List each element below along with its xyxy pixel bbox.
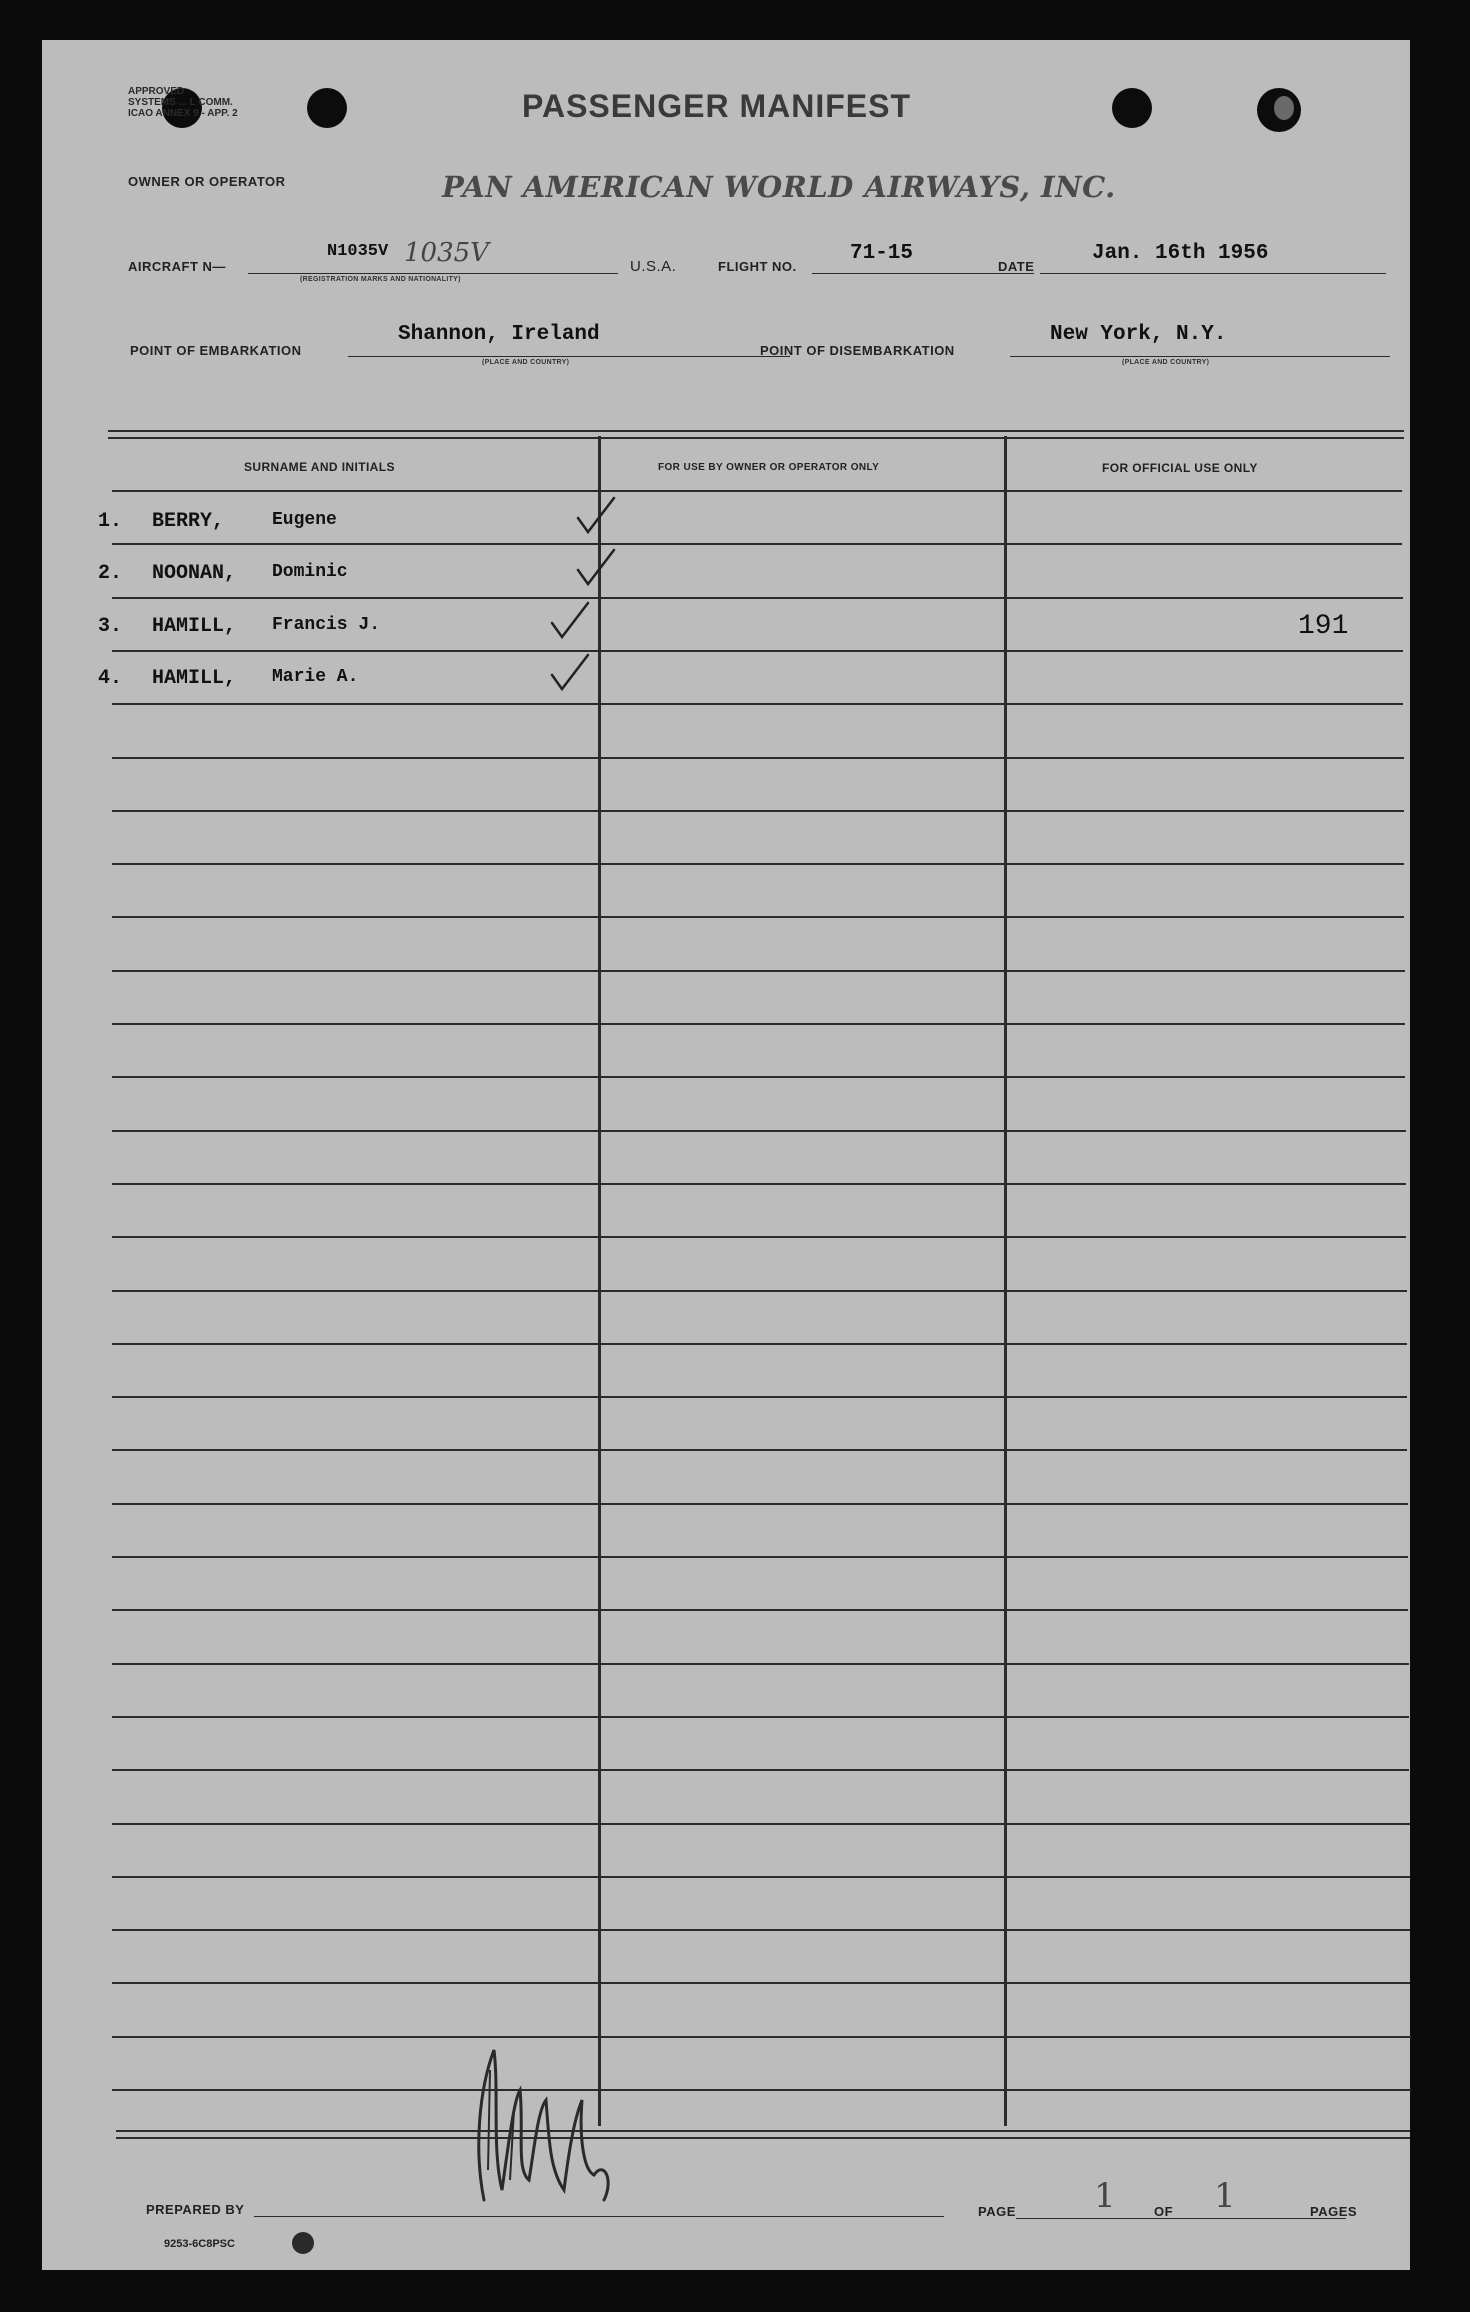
passenger-number: 1. bbox=[98, 510, 123, 533]
table-row-rule bbox=[112, 1663, 1409, 1665]
punch-hole bbox=[307, 88, 347, 128]
passenger-surname: NOONAN, bbox=[152, 562, 237, 585]
owner-label: OWNER OR OPERATOR bbox=[128, 174, 286, 189]
official-use-value: 191 bbox=[1298, 611, 1349, 642]
column-divider-1 bbox=[598, 436, 601, 2126]
table-row-rule bbox=[112, 1290, 1407, 1292]
table-row-rule bbox=[112, 1076, 1405, 1078]
approval-line-3: ICAO ANNEX 9 - APP. 2 bbox=[128, 108, 238, 119]
table-row-rule bbox=[112, 490, 1402, 492]
disembark-label: POINT OF DISEMBARKATION bbox=[760, 343, 955, 358]
table-row-rule bbox=[112, 543, 1402, 545]
page-value: 1 bbox=[1094, 2176, 1116, 2216]
aircraft-underline bbox=[248, 273, 618, 274]
table-row-rule bbox=[112, 1023, 1405, 1025]
of-value: 1 bbox=[1214, 2176, 1236, 2216]
checkmark-icon bbox=[574, 494, 620, 540]
approval-stamp bbox=[128, 86, 238, 119]
table-bottom-rule-2 bbox=[116, 2137, 1410, 2139]
usa-label: U.S.A. bbox=[630, 258, 677, 275]
table-row-rule bbox=[112, 916, 1404, 918]
prepared-by-label: PREPARED BY bbox=[146, 2202, 245, 2217]
checkmark-icon bbox=[548, 651, 594, 697]
aircraft-sub: (REGISTRATION MARKS AND NATIONALITY) bbox=[300, 276, 461, 283]
table-row-rule bbox=[112, 1449, 1407, 1451]
table-row-rule bbox=[112, 703, 1403, 705]
page-label: PAGE bbox=[978, 2204, 1016, 2219]
owner-value: PAN AMERICAN WORLD AIRWAYS, INC. bbox=[442, 170, 1116, 204]
date-label: DATE bbox=[998, 259, 1035, 274]
embark-underline bbox=[348, 356, 790, 357]
checkmark-icon bbox=[548, 599, 594, 645]
table-row-rule bbox=[112, 1716, 1409, 1718]
table-row-rule bbox=[112, 757, 1404, 759]
table-row-rule bbox=[112, 810, 1404, 812]
date-value: Jan. 16th 1956 bbox=[1092, 242, 1269, 265]
page-title: PASSENGER MANIFEST bbox=[522, 88, 911, 124]
aircraft-value: N1035V bbox=[327, 242, 389, 261]
passenger-surname: HAMILL, bbox=[152, 667, 237, 690]
passenger-surname: BERRY, bbox=[152, 510, 225, 533]
col-header-official: FOR OFFICIAL USE ONLY bbox=[1102, 461, 1258, 475]
passenger-given-name: Eugene bbox=[272, 510, 337, 530]
of-label: OF bbox=[1154, 2204, 1174, 2219]
flight-label: FLIGHT NO. bbox=[718, 259, 797, 274]
passenger-given-name: Marie A. bbox=[272, 667, 359, 687]
passenger-number: 4. bbox=[98, 667, 123, 690]
table-row-rule bbox=[112, 1130, 1406, 1132]
table-row-rule bbox=[112, 1343, 1407, 1345]
table-row-rule bbox=[112, 597, 1403, 599]
prepared-by-underline bbox=[254, 2216, 944, 2217]
table-row-rule bbox=[112, 1929, 1410, 1931]
table-row-rule bbox=[112, 1236, 1406, 1238]
col-header-surname: SURNAME AND INITIALS bbox=[244, 460, 395, 474]
aircraft-label: AIRCRAFT N— bbox=[128, 259, 226, 274]
table-row-rule bbox=[112, 2036, 1411, 2038]
column-divider-2 bbox=[1004, 436, 1007, 2126]
passenger-given-name: Dominic bbox=[272, 562, 348, 582]
date-underline bbox=[1040, 273, 1386, 274]
table-row-rule bbox=[112, 1769, 1409, 1771]
table-row-rule bbox=[112, 1503, 1408, 1505]
table-top-rule-2 bbox=[108, 437, 1404, 439]
embark-sub: (PLACE AND COUNTRY) bbox=[482, 359, 570, 366]
manifest-sheet bbox=[42, 40, 1410, 2270]
approval-line-2: SYSTEMS ... L COMM. bbox=[128, 97, 233, 108]
passenger-number: 2. bbox=[98, 562, 123, 585]
table-row-rule bbox=[112, 1556, 1408, 1558]
table-row-rule bbox=[112, 1183, 1406, 1185]
flight-value: 71-15 bbox=[850, 242, 914, 265]
table-row-rule bbox=[112, 970, 1405, 972]
table-row-rule bbox=[112, 1609, 1408, 1611]
punch-hole-highlight bbox=[1274, 96, 1294, 120]
punch-hole bbox=[1112, 88, 1152, 128]
passenger-surname: HAMILL, bbox=[152, 615, 237, 638]
table-row-rule bbox=[112, 863, 1404, 865]
signature bbox=[454, 2030, 624, 2210]
table-row-rule bbox=[112, 2089, 1411, 2091]
approval-line-1: APPROVED bbox=[128, 86, 185, 97]
aircraft-handwritten: 1035V bbox=[404, 238, 489, 268]
disembark-sub: (PLACE AND COUNTRY) bbox=[1122, 359, 1210, 366]
table-row-rule bbox=[112, 1876, 1410, 1878]
union-label-icon bbox=[292, 2232, 314, 2254]
pages-label: PAGES bbox=[1310, 2204, 1358, 2219]
embark-label: POINT OF EMBARKATION bbox=[130, 343, 302, 358]
passenger-given-name: Francis J. bbox=[272, 615, 381, 635]
form-number: 9253-6C8PSC bbox=[164, 2238, 235, 2250]
disembark-underline bbox=[1010, 356, 1390, 357]
table-row-rule bbox=[112, 1982, 1410, 1984]
embark-value: Shannon, Ireland bbox=[398, 323, 600, 346]
table-row-rule bbox=[112, 1823, 1410, 1825]
passenger-number: 3. bbox=[98, 615, 123, 638]
table-bottom-rule bbox=[116, 2130, 1410, 2132]
table-top-rule bbox=[108, 430, 1404, 432]
col-header-owner: FOR USE BY OWNER OR OPERATOR ONLY bbox=[658, 462, 880, 473]
table-row-rule bbox=[112, 1396, 1407, 1398]
checkmark-icon bbox=[574, 546, 620, 592]
table-row-rule bbox=[112, 650, 1403, 652]
disembark-value: New York, N.Y. bbox=[1050, 323, 1227, 346]
